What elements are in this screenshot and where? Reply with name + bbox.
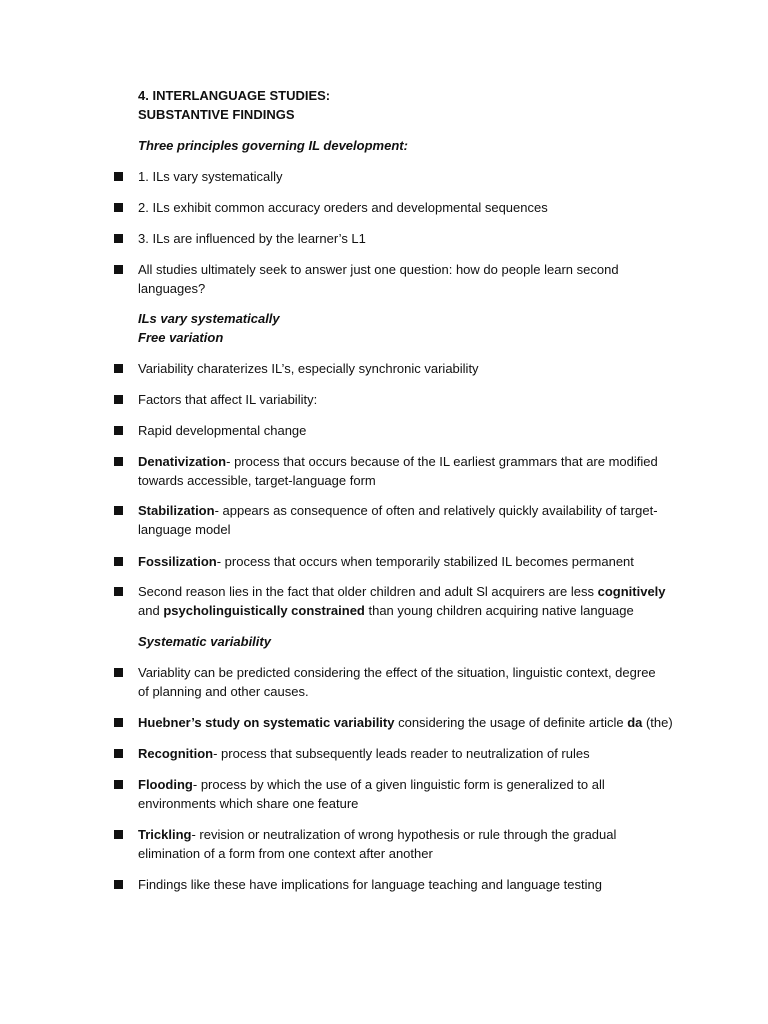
square-bullet-icon xyxy=(114,506,123,515)
subheading-principles: Three principles governing IL development: xyxy=(138,138,408,153)
square-bullet-icon xyxy=(114,426,123,435)
text-span: (the) xyxy=(642,715,673,730)
square-bullet-icon xyxy=(114,830,123,839)
square-bullet-icon xyxy=(114,395,123,404)
definition-text: - process that occurs when temporarily stabilized IL becomes permanent xyxy=(216,554,634,569)
list-item-text: Factors that affect IL variability: xyxy=(138,392,318,407)
bold-term: Huebner’s study on systematic variability xyxy=(138,715,395,730)
text-line: of planning and other causes. xyxy=(138,684,309,699)
heading-line-1: 4. INTERLANGUAGE STUDIES: xyxy=(138,88,331,103)
list-item-text xyxy=(138,260,668,298)
term-fossilization: Fossilization xyxy=(138,554,217,569)
square-bullet-icon xyxy=(114,203,123,212)
list-item-text: Findings like these have implications for language teaching and language testing xyxy=(138,877,602,892)
square-bullet-icon xyxy=(114,880,123,889)
term-stabilization: Stabilization xyxy=(138,503,215,518)
text-span: considering the usage of definite article xyxy=(394,715,628,730)
definition-text: - process that subsequently leads reader to neutralization of rules xyxy=(213,746,590,761)
text-line: Variablity can be predicted considering the effect of the situation, linguistic context, degree xyxy=(138,665,656,680)
subheading-line-1: ILs vary systematically xyxy=(138,311,280,326)
text-span: and xyxy=(138,603,164,618)
subheading-systematic-variability: Systematic variability xyxy=(138,634,271,649)
definition-text: - process by which the use of a given linguistic form is generalized to all xyxy=(192,777,605,792)
text-line xyxy=(138,713,673,732)
text-line: language model xyxy=(138,522,231,537)
list-item-text xyxy=(138,582,668,620)
list-item-text xyxy=(138,713,673,732)
text-span: Second reason lies in the fact that older children and adult Sl acquirers are less xyxy=(138,584,598,599)
text-line xyxy=(138,582,668,601)
square-bullet-icon xyxy=(114,587,123,596)
text-line xyxy=(138,744,668,763)
list-item-text: Variability charaterizes IL’s, especially synchronic variability xyxy=(138,361,479,376)
list-item-text xyxy=(138,825,668,863)
square-bullet-icon xyxy=(114,172,123,181)
list-item-text: Rapid developmental change xyxy=(138,423,307,438)
square-bullet-icon xyxy=(114,780,123,789)
definition-text: - revision or neutralization of wrong hypothesis or rule through the gradual xyxy=(191,827,617,842)
text-line: languages? xyxy=(138,281,206,296)
heading-line-2: SUBSTANTIVE FINDINGS xyxy=(138,107,295,122)
term-trickling: Trickling xyxy=(138,827,192,842)
term-flooding: Flooding xyxy=(138,777,193,792)
text-line: environments which share one feature xyxy=(138,796,359,811)
text-span: than young children acquiring native language xyxy=(364,603,634,618)
bold-term: cognitively xyxy=(597,584,666,599)
square-bullet-icon xyxy=(114,557,123,566)
subheading-free-variation xyxy=(138,309,678,347)
section-heading xyxy=(138,86,678,124)
list-item-text xyxy=(138,663,668,701)
text-line: elimination of a form from one context after another xyxy=(138,846,433,861)
square-bullet-icon xyxy=(114,265,123,274)
bold-term: psycholinguistically constrained xyxy=(163,603,365,618)
list-item-text xyxy=(138,501,668,539)
square-bullet-icon xyxy=(114,718,123,727)
text-line: towards accessible, target-language form xyxy=(138,473,376,488)
text-line xyxy=(138,452,668,471)
text-line xyxy=(138,775,668,794)
definition-text: - process that occurs because of the IL earliest grammars that are modified xyxy=(226,454,658,469)
list-item-text xyxy=(138,452,668,490)
text-line xyxy=(138,552,668,571)
square-bullet-icon xyxy=(114,364,123,373)
term-recognition: Recognition xyxy=(138,746,214,761)
list-item-text: 3. ILs are influenced by the learner’s L1 xyxy=(138,231,366,246)
term-denativization: Denativization xyxy=(138,454,227,469)
list-item-text xyxy=(138,552,668,571)
text-line xyxy=(138,601,668,620)
subheading-line-2: Free variation xyxy=(138,330,224,345)
definition-text: - appears as consequence of often and relatively quickly availability of target- xyxy=(214,503,658,518)
square-bullet-icon xyxy=(114,668,123,677)
text-line xyxy=(138,825,668,844)
text-line: All studies ultimately seek to answer just one question: how do people learn second xyxy=(138,262,619,277)
bold-term: da xyxy=(627,715,643,730)
square-bullet-icon xyxy=(114,457,123,466)
square-bullet-icon xyxy=(114,234,123,243)
list-item-text: 2. ILs exhibit common accuracy oreders and developmental sequences xyxy=(138,200,548,215)
square-bullet-icon xyxy=(114,749,123,758)
list-item-text xyxy=(138,775,668,813)
list-item-text xyxy=(138,744,668,763)
list-item-text: 1. ILs vary systematically xyxy=(138,169,283,184)
text-line xyxy=(138,501,668,520)
